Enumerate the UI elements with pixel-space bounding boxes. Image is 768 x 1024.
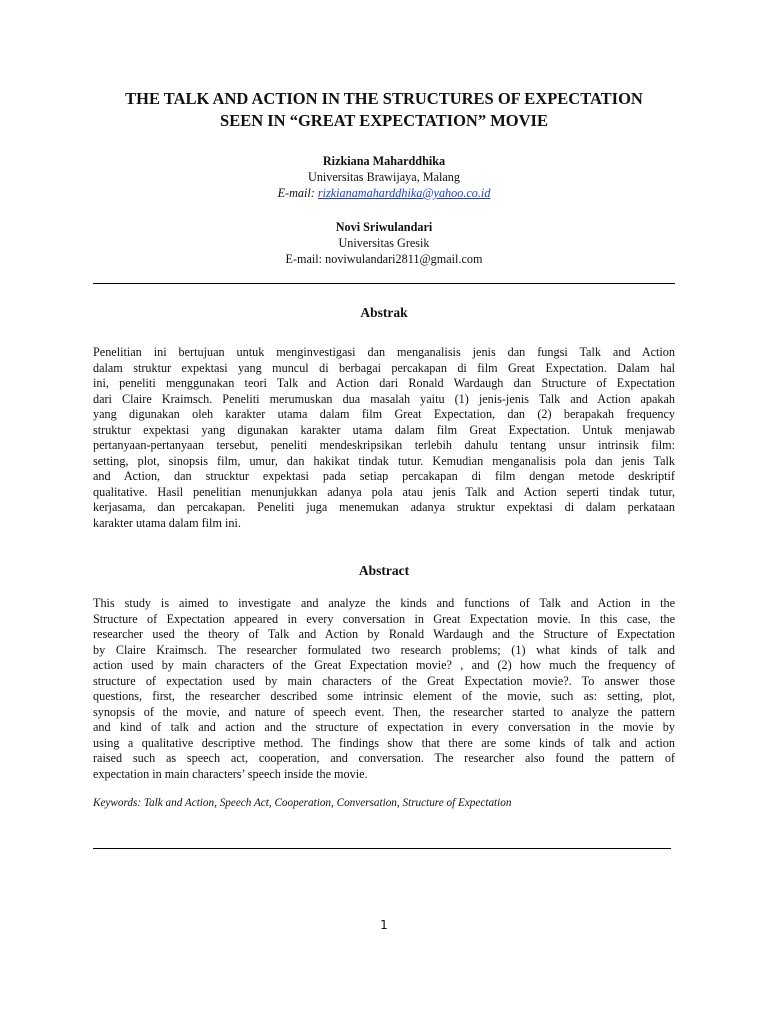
text-line: structure of expectation used by main characters of the Great Expectation movie?. To answer those xyxy=(93,673,675,688)
author-email-link[interactable]: rizkianamaharddhika@yahoo.co.id xyxy=(317,186,491,200)
author-email-line xyxy=(0,185,768,201)
author-email-line xyxy=(0,251,768,267)
abstract-heading: Abstract xyxy=(358,563,410,578)
author-affiliation: Universitas Gresik xyxy=(338,236,430,250)
email-label: E-mail: xyxy=(285,252,326,266)
text-line: setting, plot, sinopsis film, umur, dan hakikat tindak tutur. Kemudian menganalisis pola dan jenis Talk xyxy=(93,453,675,468)
text-line: This study is aimed to investigate and analyze the kinds and functions of Talk and Action in the xyxy=(93,596,675,610)
author-name: Rizkiana Maharddhika xyxy=(322,154,446,168)
author-name: Novi Sriwulandari xyxy=(335,220,433,234)
abstract-body xyxy=(93,596,675,782)
abstrak-body xyxy=(93,345,675,531)
email-label: E-mail: xyxy=(277,186,318,200)
text-line: Structure of Expectation appeared in every conversation in Great Expectation movie. In this case, the xyxy=(93,611,675,626)
text-line: ini, peneliti menggunakan teori Talk and Action dari Ronald Wardaugh dan Structure of Expectation xyxy=(93,376,675,390)
text-line: and kind of talk and action and the structure of expectation in every conversation in the movie by xyxy=(93,720,675,734)
text-line: action used by main characters of the Great Expectation movie? , and (2) how much the frequency of xyxy=(93,658,675,672)
text-line: expectation in main characters’ speech inside the movie. xyxy=(93,766,368,781)
text-line: yang digunakan oleh karakter utama dalam film Great Expectation, dan (2) berapakah frequency xyxy=(93,407,675,421)
text-line: synopsis of the movie, and nature of speech event. Then, the researcher started to analyze the pattern xyxy=(93,704,675,719)
text-line: dalam struktur expektasi yang muncul di berbagai percakapan di film Great Expectation. Dalam hal xyxy=(93,360,675,375)
text-line: Penelitian ini bertujuan untuk menginvestigasi dan menganalisis jenis dan fungsi Talk and Action xyxy=(93,345,675,359)
text-line: by Claire Kraimsch. The researcher formulated two research problems; (1) what kinds of talk and xyxy=(93,642,675,657)
text-line: struktur expektasi yang digunakan karakter utama dalam film Great Expectation. Untuk menjawab xyxy=(93,422,675,437)
author-email: noviwulandari2811@gmail.com xyxy=(325,252,483,266)
text-line: raised such as speech act, cooperation, and conversation. The researcher also found the pattern of xyxy=(93,751,675,765)
author-block-1 xyxy=(0,153,768,201)
keywords: Keywords: Talk and Action, Speech Act, Cooperation, Conversation, Structure of Expectation xyxy=(93,797,512,809)
footer-divider xyxy=(93,848,671,849)
text-line: qualitative. Hasil penelitian menunjukkan adanya pola atau jenis Talk and Action seperti tindak tutur, xyxy=(93,484,675,499)
text-line: karakter utama dalam film ini. xyxy=(93,515,241,530)
author-block-2 xyxy=(0,219,768,267)
text-line: pertanyaan-pertanyaan tersebut, peneliti mendeskripsikan terlebih dahulu tentang unsur intrinsik film: xyxy=(93,438,675,452)
text-line: questions, first, the researcher described some intrinsic element of the movie, such as: setting, plot, xyxy=(93,689,675,703)
text-line: using a qualitative descriptive method. The findings show that there are some kinds of talk and action xyxy=(93,735,675,750)
abstrak-heading: Abstrak xyxy=(360,305,408,320)
text-line: researcher used the theory of Talk and Action by Ronald Wardaugh and the Structure of Expectation xyxy=(93,627,675,641)
text-line: kerjasama, dan percakapan. Peneliti juga menemukan adanya struktur expektasi di dalam perkataan xyxy=(93,500,675,514)
title-line-1: THE TALK AND ACTION IN THE STRUCTURES OF EXPECTATION xyxy=(125,89,643,108)
text-line: and Action, dan strucktur expektasi pada setiap percakapan di film dengan metode deskriptif xyxy=(93,469,675,483)
header-divider xyxy=(93,283,675,284)
text-line: dari Claire Kraimsch. Peneliti merumuskan dua masalah yaitu (1) jenis-jenis Talk and Action apakah xyxy=(93,391,675,406)
page-number: 1 xyxy=(380,918,388,932)
paper-title xyxy=(60,88,708,132)
title-line-2: SEEN IN “GREAT EXPECTATION” MOVIE xyxy=(220,111,548,130)
author-affiliation: Universitas Brawijaya, Malang xyxy=(308,170,460,184)
